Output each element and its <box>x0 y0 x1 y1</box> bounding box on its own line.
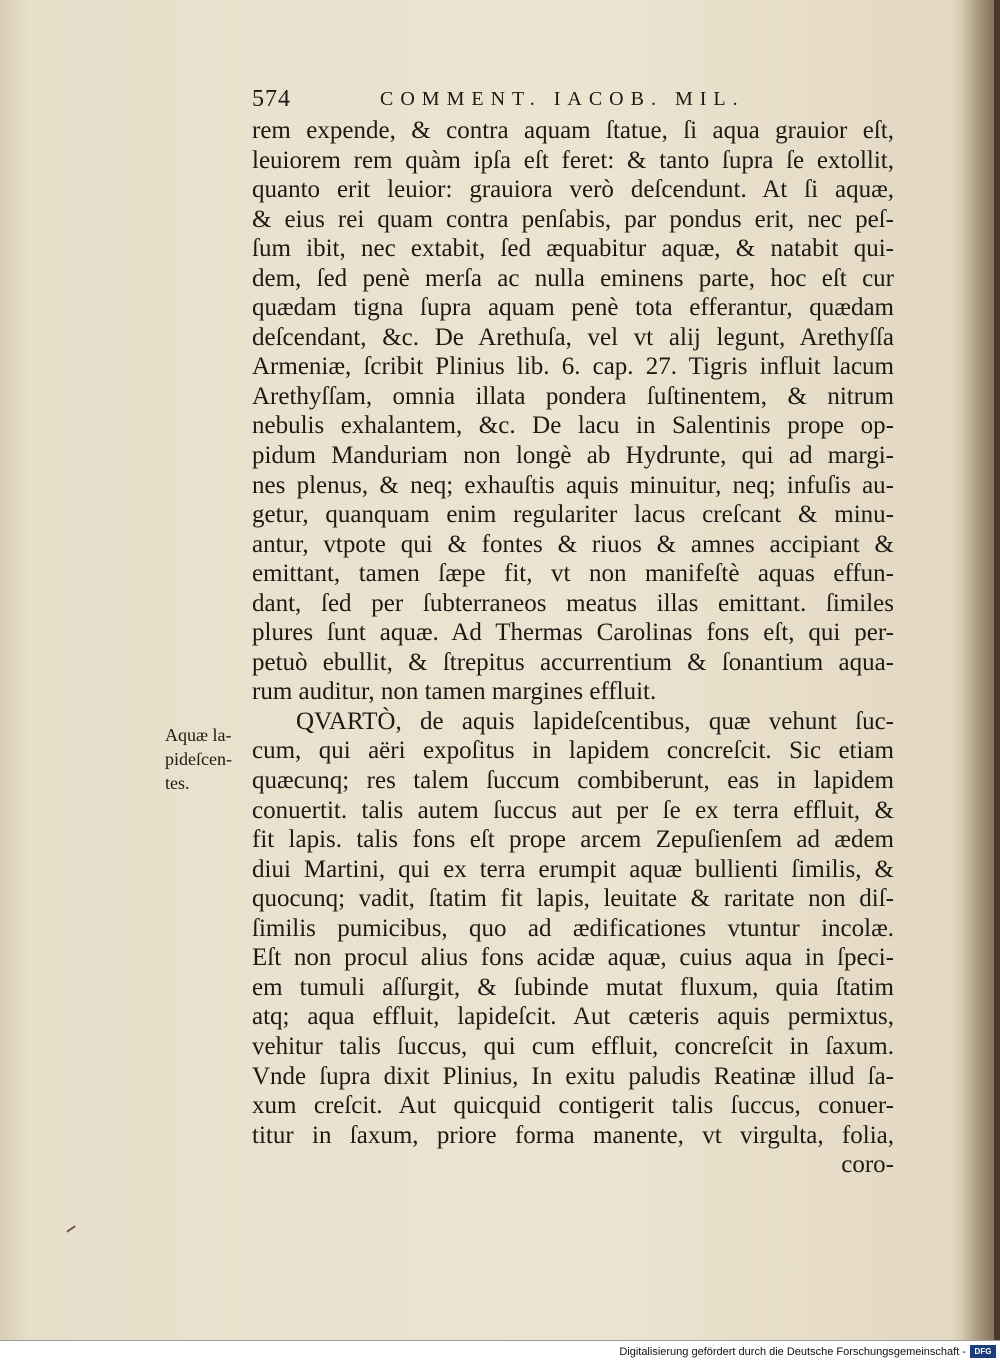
body-text <box>252 116 894 1180</box>
page-header <box>252 86 892 116</box>
text-line: ſimilis pumicibus, quo ad ædificationes vtuntur incolæ. <box>252 914 894 942</box>
text-line: getur, quanquam enim regulariter lacus creſcant & minu- <box>252 501 894 529</box>
text-line: em tumuli aſſurgit, & ſubinde mutat fluxum, quia ſtatim <box>252 973 894 1001</box>
text-line: conuertit. talis autem ſuccus aut per ſe ex terra effluit, & <box>252 796 894 824</box>
text-line: titur in ſaxum, priore forma manente, vt virgulta, folia, <box>252 1121 894 1149</box>
text-line: rem expende, & contra aquam ſtatue, ſi aqua grauior eſt, <box>252 117 894 144</box>
text-line: fit lapis. talis fons eſt prope arcem Zepuſienſem ad ædem <box>252 826 894 854</box>
text-line: Arethyſſam, omnia illata pondera ſuſtinentem, & nitrum <box>252 382 894 410</box>
marginal-note <box>165 723 255 795</box>
text-line: deſcendant, &c. De Arethuſa, vel vt alij legunt, Arethyſſa <box>252 323 894 351</box>
marginal-note-line: pideſcen- <box>165 749 232 769</box>
text-line: pidum Manduriam non longè ab Hydrunte, qui ad margi- <box>252 442 894 470</box>
text-line: Eſt non procul alius fons acidæ aquæ, cuius aqua in ſpeci- <box>252 944 894 972</box>
catchword: coro- <box>841 1151 894 1179</box>
text-line: emittant, tamen ſæpe fit, vt non manifeſtè aquas effun- <box>252 560 894 588</box>
running-title: COMMENT. IACOB. MIL. <box>380 88 745 110</box>
text-line: dem, ſed penè merſa ac nulla eminens parte, hoc eſt cur <box>252 264 894 292</box>
text-line: cum, qui aëri expoſitus in lapidem concreſcit. Sic etiam <box>252 737 894 765</box>
text-line: antur, vtpote qui & fontes & riuos & amnes accipiant & <box>252 530 894 558</box>
text-line: & eius rei quam contra penſabis, par pondus erit, nec peſ- <box>252 205 894 233</box>
paper-speck <box>66 1225 75 1232</box>
footer-credit: Digitalisierung gefördert durch die Deutsche Forschungsgemeinschaft - <box>619 1346 966 1358</box>
text-line: vehitur talis ſuccus, qui cum effluit, concreſcit in ſaxum. <box>252 1032 894 1060</box>
text-line: quanto erit leuior: grauiora verò deſcendunt. At ſi aquæ, <box>252 176 894 204</box>
text-line: rum auditur, non tamen margines effluit. <box>252 678 657 706</box>
marginal-note-line: tes. <box>165 773 190 793</box>
text-line: quæcunq; res talem ſuccum combiberunt, eas in lapidem <box>252 767 894 795</box>
text-line: Armeniæ, ſcribit Plinius lib. 6. cap. 27. Tigris influit lacum <box>252 353 894 381</box>
page-number: 574 <box>252 86 291 112</box>
digitization-footer <box>0 1340 1000 1363</box>
text-line: quædam tigna ſupra aquam penè tota efferantur, quædam <box>252 294 894 322</box>
text-line: nes plenus, & neq; exhauſtis aquis minuitur, neq; infuſis au- <box>252 471 894 499</box>
text-line: ſum ibit, nec extabit, ſed æquabitur aquæ, & natabit qui- <box>252 235 894 263</box>
text-line: dant, ſed per ſubterraneos meatus illas emittant. ſimiles <box>252 589 894 617</box>
text-line: nebulis exhalantem, &c. De lacu in Salentinis prope op- <box>252 412 894 440</box>
text-line: petuò ebullit, & ſtrepitus accurrentium & ſonantium aqua- <box>252 648 894 676</box>
text-line: quocunq; vadit, ſtatim fit lapis, leuitate & raritate non diſ- <box>252 885 894 913</box>
text-line: atq; aqua effluit, lapideſcit. Aut cæteris aquis permixtus, <box>252 1003 894 1031</box>
text-line: QVARTÒ, de aquis lapideſcentibus, quæ vehunt ſuc- <box>296 707 894 735</box>
text-line: Vnde ſupra dixit Plinius, In exitu paludis Reatinæ illud ſa- <box>252 1062 894 1090</box>
text-line: leuiorem rem quàm ipſa eſt feret: & tanto ſupra ſe extollit, <box>252 146 894 174</box>
marginal-note-line: Aquæ la- <box>165 725 232 745</box>
text-line: diui Martini, qui ex terra erumpit aquæ bullienti ſimilis, & <box>252 855 894 883</box>
dfg-logo-icon: DFG <box>970 1345 996 1358</box>
text-line: xum creſcit. Aut quicquid contigerit talis ſuccus, conuer- <box>252 1092 894 1120</box>
text-line: plures ſunt aquæ. Ad Thermas Carolinas fons eſt, qui per- <box>252 619 894 647</box>
